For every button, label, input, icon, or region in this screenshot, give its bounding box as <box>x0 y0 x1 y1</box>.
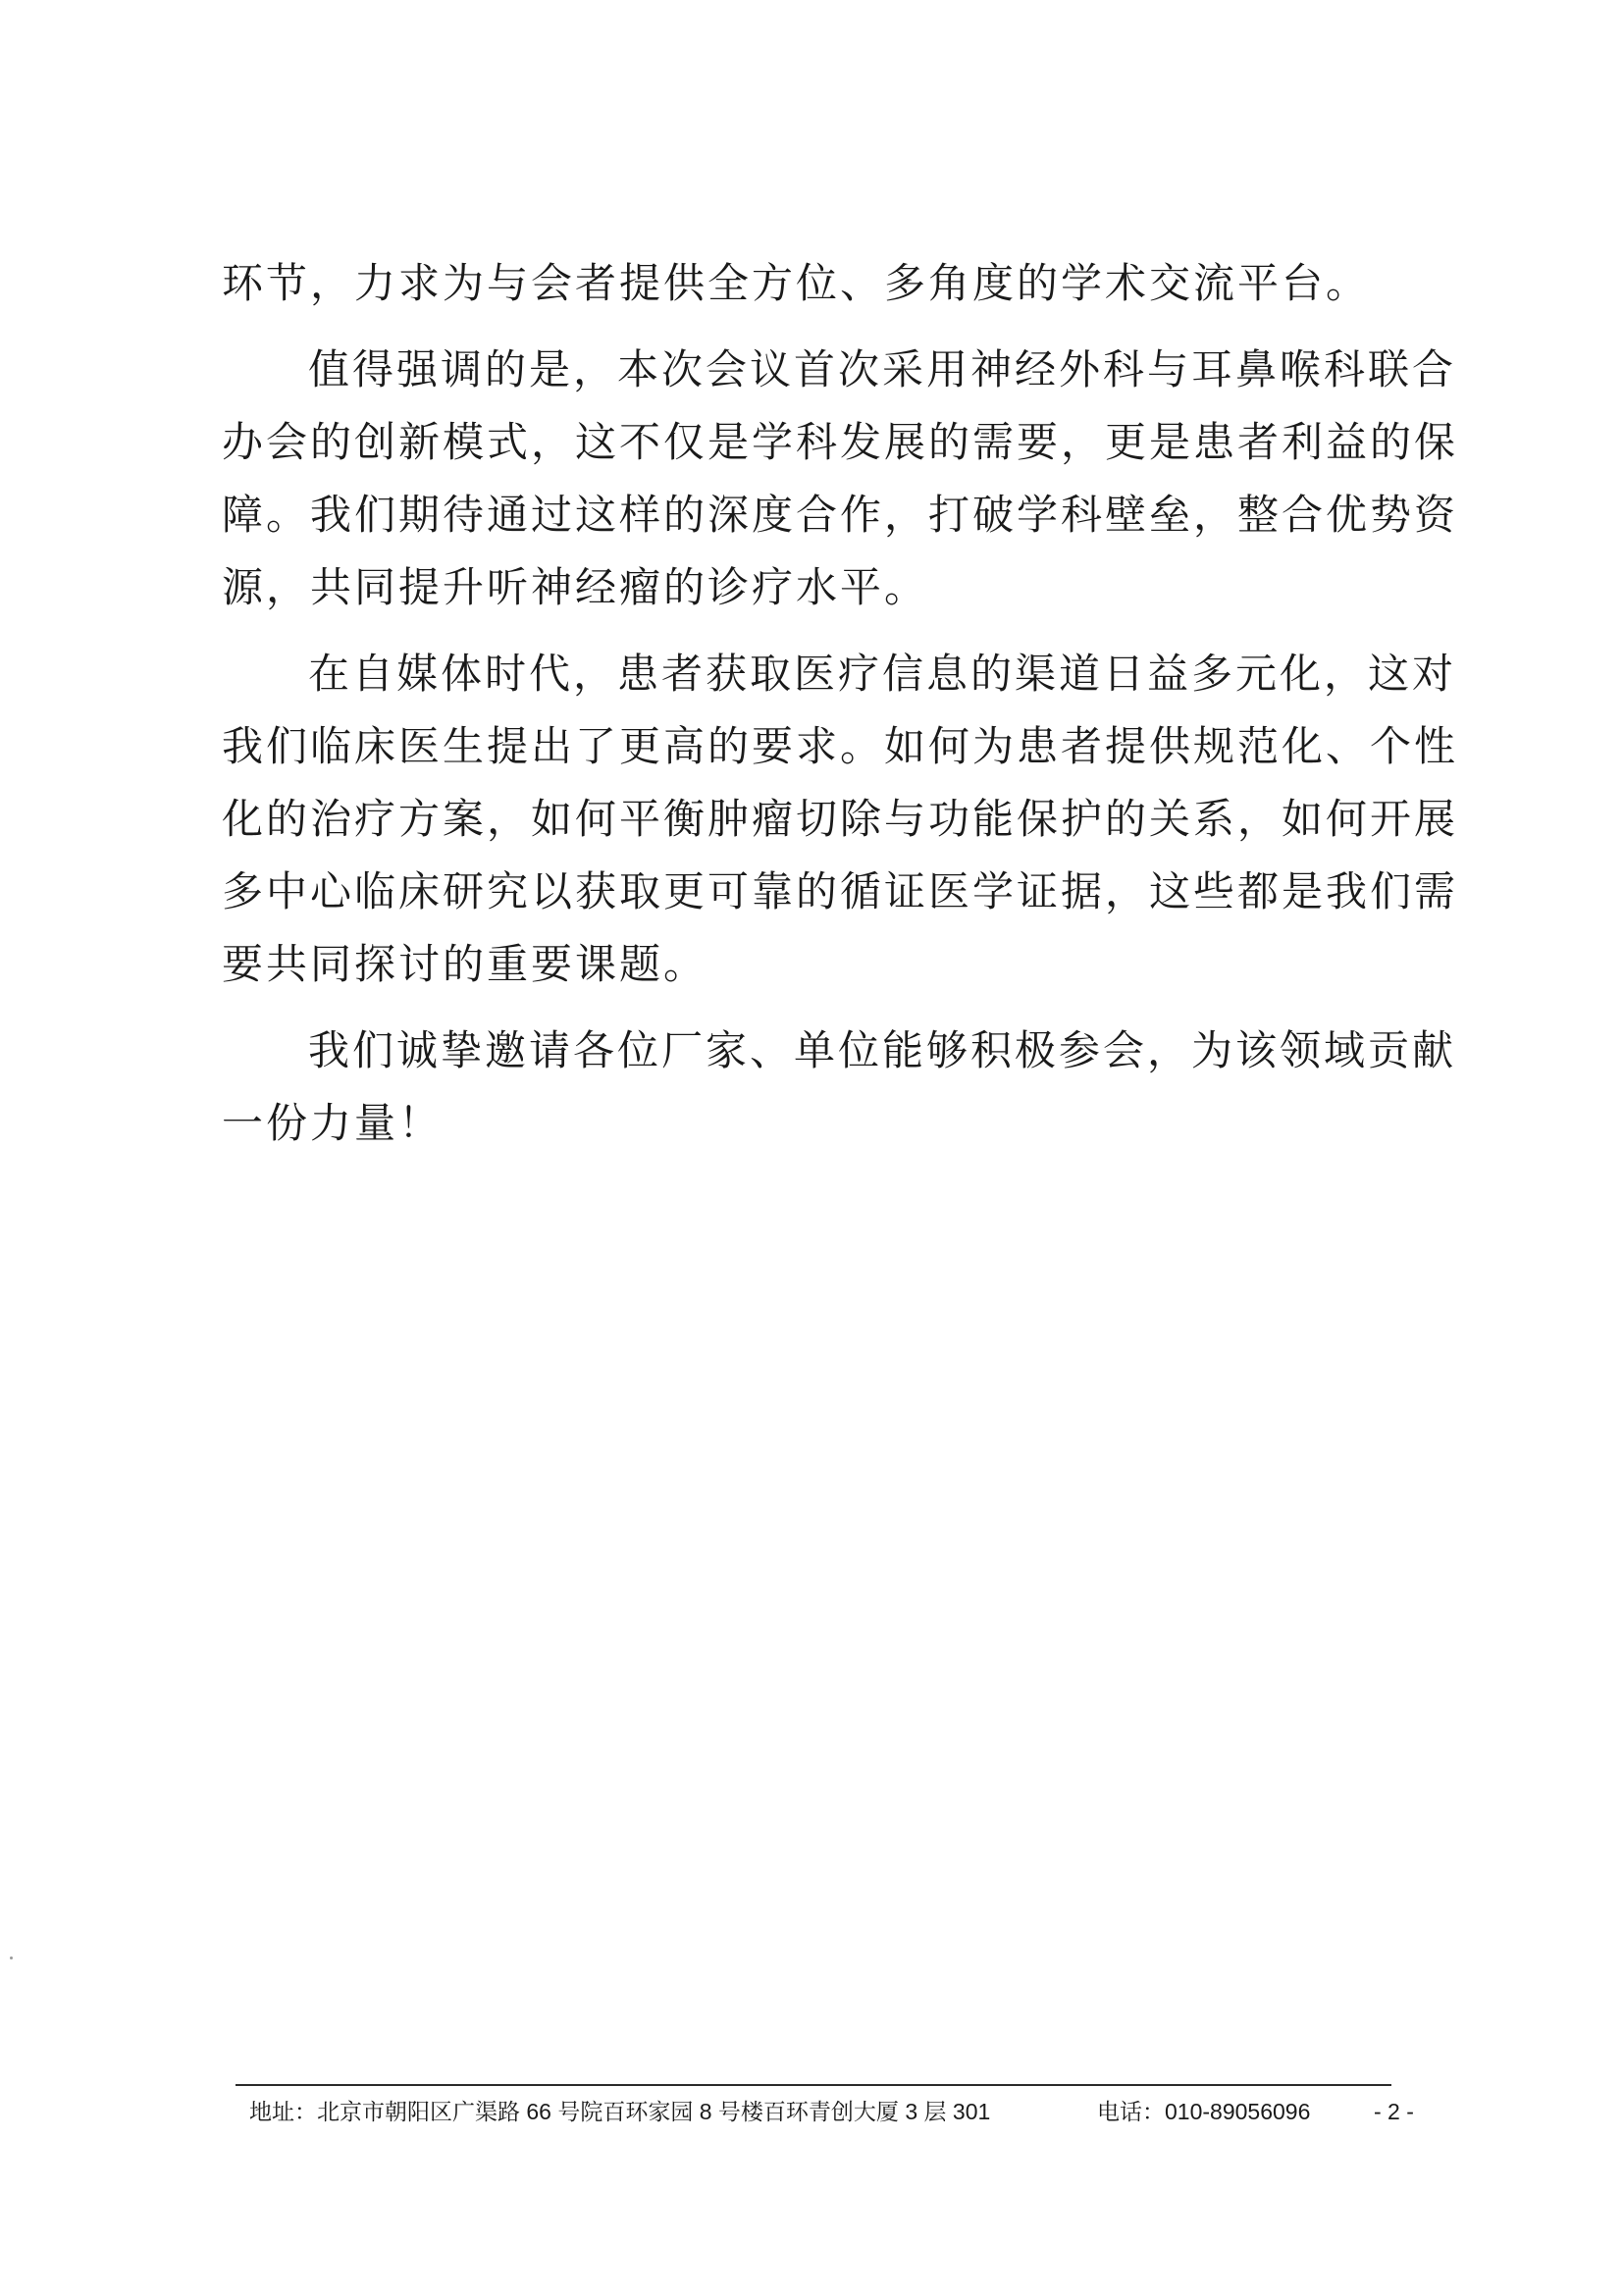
paragraph-line: 值得强调的是，本次会议首次采用神经外科与耳鼻喉科联合 <box>308 345 1457 393</box>
paragraph-line: 我们临床医生提出了更高的要求。如何为患者提供规范化、个性 <box>222 722 1459 770</box>
paragraph-line: 一份力量！ <box>222 1099 444 1147</box>
paragraph-line: 多中心临床研究以获取更可靠的循证医学证据，这些都是我们需 <box>222 867 1459 915</box>
paragraph-line: 源，共同提升听神经瘤的诊疗水平。 <box>222 563 929 611</box>
page-number: - 2 - <box>1374 2099 1414 2124</box>
paragraph-line: 障。我们期待通过这样的深度合作，打破学科壁垒，整合优势资 <box>222 491 1459 539</box>
paragraph-line: 我们诚挚邀请各位厂家、单位能够积极参会，为该领域贡献 <box>308 1026 1457 1074</box>
page-footer <box>249 2094 1417 2129</box>
paragraph-line: 要共同探讨的重要课题。 <box>222 940 708 988</box>
paragraph-line: 化的治疗方案，如何平衡肿瘤切除与功能保护的关系，如何开展 <box>222 795 1459 843</box>
paragraph-line: 在自媒体时代，患者获取医疗信息的渠道日益多元化，这对 <box>308 650 1457 698</box>
scan-speck <box>10 1957 13 1959</box>
body-text <box>222 247 1459 1160</box>
footer-address: 地址：北京市朝阳区广渠路 66 号院百环家园 8 号楼百环青创大厦 3 层 301 <box>249 2099 991 2124</box>
footer-divider <box>236 2084 1391 2086</box>
paragraph-line: 环节，力求为与会者提供全方位、多角度的学术交流平台。 <box>222 259 1371 307</box>
footer-phone: 电话：010-89056096 <box>1097 2099 1311 2124</box>
paragraph-line: 办会的创新模式，这不仅是学科发展的需要，更是患者利益的保 <box>222 418 1459 466</box>
